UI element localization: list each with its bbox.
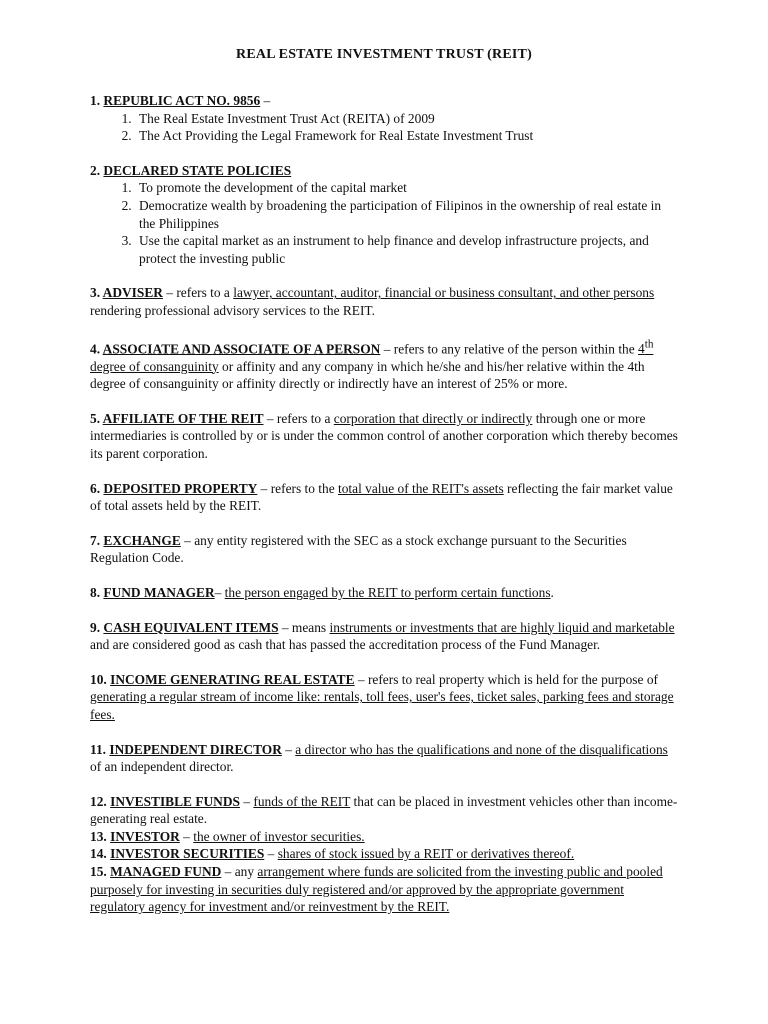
section-term: DEPOSITED PROPERTY	[103, 480, 258, 496]
definition-text: –	[239, 793, 254, 809]
definition-affiliate	[90, 410, 680, 463]
definition-exchange	[90, 532, 680, 567]
definition-text: – refers to real property which is held for the purpose of	[354, 671, 658, 687]
section-term: AFFILIATE OF THE REIT	[102, 410, 264, 426]
definition-underlined: lawyer, accountant, auditor, financial or business consultant, and other persons	[233, 285, 655, 301]
section-number: 3.	[90, 285, 101, 301]
definition-text: – refers to a	[162, 285, 234, 301]
definition-text: .	[550, 584, 554, 600]
document-title: REAL ESTATE INVESTMENT TRUST (REIT)	[236, 47, 532, 62]
definition-text: of an independent director.	[90, 759, 234, 775]
section-number: 4.	[90, 341, 101, 356]
section-term: FUND MANAGER	[103, 584, 215, 600]
section-republic-act	[90, 92, 680, 145]
list-item: 3. Use the capital market as an instrument to help finance and develop infrastructure projects, and protect the investing public	[135, 232, 680, 267]
definition-underlined: a director who has the qualifications and none of the disqualifications	[295, 741, 668, 757]
section-list	[90, 110, 680, 145]
definition-text: – refers to any relative of the person within the	[380, 341, 639, 356]
definition-text: or affinity and any company in which he/she and his/her relative within the 4th degree of consanguinity or affinity directly or indirectly have an interest of 25% or more.	[90, 358, 645, 392]
section-heading	[90, 92, 680, 110]
definition-managed-fund	[90, 863, 680, 916]
section-term: INCOME GENERATING REAL ESTATE	[110, 671, 355, 687]
definition-underlined: the person engaged by the REIT to perform certain functions	[224, 584, 551, 600]
ordinal-suffix: th	[644, 338, 654, 351]
section-term: REPUBLIC ACT NO. 9856	[103, 93, 261, 108]
section-term: INDEPENDENT DIRECTOR	[109, 741, 282, 757]
section-number: 12.	[90, 793, 107, 809]
definition-fund-manager	[90, 584, 680, 602]
definition-text: – refers to the	[257, 480, 339, 496]
section-term: INVESTIBLE FUNDS	[110, 793, 240, 809]
definition-text: reflecting the fair market value of total assets held by the REIT.	[90, 480, 673, 514]
definition-adviser	[90, 284, 680, 319]
document-body	[90, 92, 680, 916]
section-declared-state-policies	[90, 162, 680, 268]
definition-underlined: generating a regular stream of income like: rentals, toll fees, user's fees, ticket sales, parking fees and storage fees.	[90, 689, 674, 722]
definition-text: that can be placed in investment vehicles other than income-generating real estate.	[90, 793, 678, 827]
section-term: EXCHANGE	[103, 532, 181, 548]
section-term: MANAGED FUND	[110, 864, 222, 880]
definition-text: –	[281, 741, 296, 757]
section-list	[90, 179, 680, 267]
definition-text: –	[179, 828, 194, 844]
section-number: 9.	[90, 619, 101, 635]
definition-underlined: shares of stock issued by a REIT or derivatives thereof.	[277, 846, 575, 862]
degree-text: degree of consanguinity	[90, 358, 219, 374]
degree-number: 4	[638, 341, 645, 356]
section-number: 10.	[90, 671, 107, 687]
section-number: 7.	[90, 532, 101, 548]
section-term: ASSOCIATE AND ASSOCIATE OF A PERSON	[102, 341, 381, 356]
section-term: CASH EQUIVALENT ITEMS	[103, 619, 279, 635]
list-item: 2. The Act Providing the Legal Framework for Real Estate Investment Trust	[135, 127, 680, 145]
definition-underlined: arrangement where funds are solicited from the investing public and pooled purposely for investing in securities duly registered and/or approved by the appropriate government regulatory agency for investment and/or reinvestment by the REIT.	[90, 864, 663, 915]
section-number: 2.	[90, 162, 101, 178]
definition-text: –	[214, 584, 225, 600]
section-term: ADVISER	[102, 285, 163, 301]
list-item: 1. The Real Estate Investment Trust Act (REITA) of 2009	[135, 110, 680, 128]
section-number: 6.	[90, 480, 101, 496]
section-term: INVESTOR	[110, 828, 180, 844]
definition-underlined: total value of the REIT's assets	[338, 480, 504, 496]
list-item: 2. Democratize wealth by broadening the participation of Filipinos in the ownership of real estate in the Philippines	[135, 197, 680, 232]
section-number: 8.	[90, 584, 101, 600]
definition-investor	[90, 828, 680, 846]
section-number: 14.	[90, 846, 107, 862]
definition-cash-equivalent-items	[90, 619, 680, 654]
definition-deposited-property	[90, 480, 680, 515]
section-separator: –	[260, 93, 271, 108]
definition-text: through one or more intermediaries is controlled by or is under the common control of another corporation which thereby becomes its parent corporation.	[90, 410, 678, 461]
definition-associate	[90, 337, 680, 393]
definition-text: rendering professional advisory services to the REIT.	[90, 302, 375, 318]
definition-text: and are considered good as cash that has passed the accreditation process of the Fund Manager.	[90, 637, 601, 653]
definition-text: – any	[221, 864, 258, 880]
section-number: 15.	[90, 864, 107, 880]
section-term: DECLARED STATE POLICIES	[103, 162, 292, 178]
section-number: 1.	[90, 93, 101, 108]
definition-text: –	[264, 846, 278, 862]
section-number: 13.	[90, 828, 107, 844]
definition-investor-securities	[90, 845, 680, 863]
definition-text: – any entity registered with the SEC as a stock exchange pursuant to the Securities Regulation Code.	[90, 532, 627, 566]
definition-underlined: instruments or investments that are highly liquid and marketable	[329, 619, 675, 635]
definition-investible-funds	[90, 793, 680, 828]
definition-text: – refers to a	[263, 410, 334, 426]
list-item: 1. To promote the development of the capital market	[135, 179, 680, 197]
section-term: INVESTOR SECURITIES	[110, 846, 265, 862]
definition-underlined: the owner of investor securities.	[193, 828, 365, 844]
section-heading	[90, 162, 680, 180]
definition-income-generating-real-estate	[90, 671, 680, 724]
section-number: 5.	[90, 410, 101, 426]
definition-underlined: funds of the REIT	[253, 793, 351, 809]
definition-text: – means	[278, 619, 330, 635]
section-number: 11.	[90, 741, 106, 757]
definition-independent-director	[90, 741, 680, 776]
definition-underlined: corporation that directly or indirectly	[333, 410, 533, 426]
